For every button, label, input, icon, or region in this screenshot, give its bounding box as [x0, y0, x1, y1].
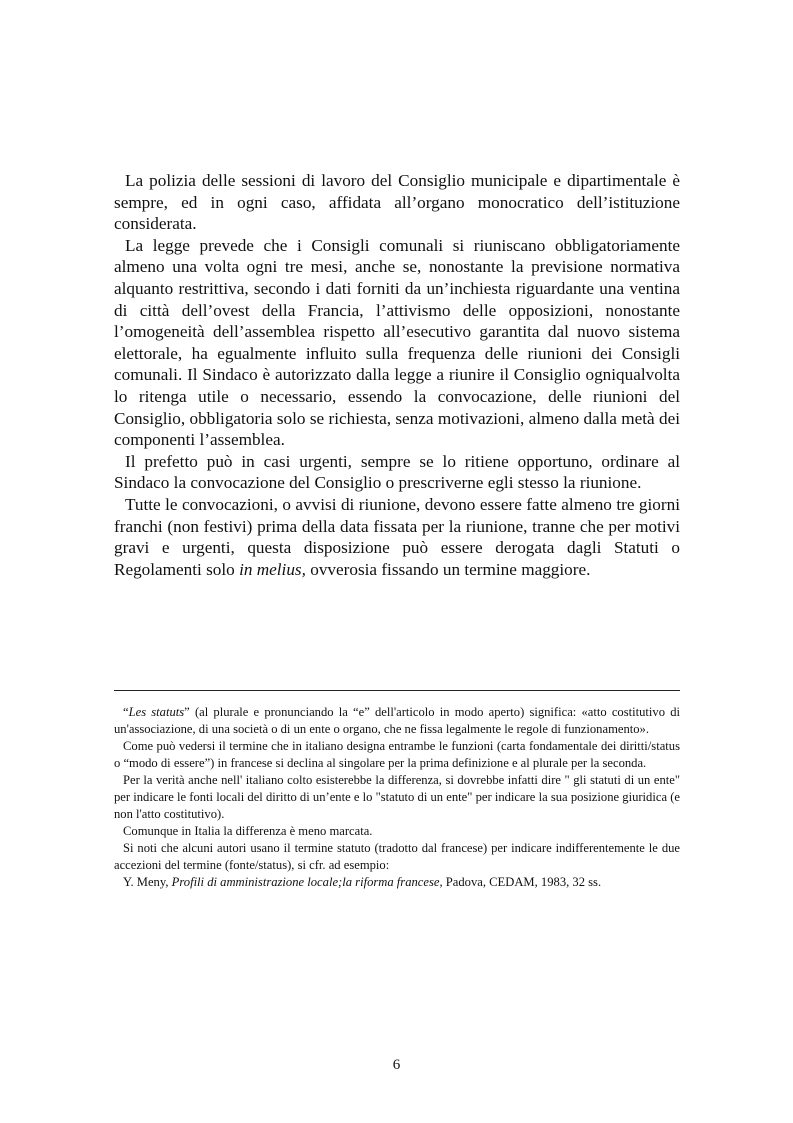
footnote-6-text-before: Y. Meny, [123, 875, 172, 889]
footnote-6-text-after: , Padova, CEDAM, 1983, 32 ss. [439, 875, 602, 889]
footnote-6-italic: Profili di amministrazione locale;la riforma francese [171, 875, 440, 889]
body-text [114, 170, 680, 580]
paragraph-4-text-after: ovverosia fissando un termine maggiore. [305, 559, 591, 579]
paragraph-4-italic: in melius, [239, 559, 306, 579]
page-number: 6 [392, 1057, 401, 1073]
footnote-5-text: Si noti che alcuni autori usano il termine statuto (tradotto dal francese) per indicare indifferentemente le due accezioni del termine (fonte/status), si cfr. ad esempio: [114, 841, 680, 872]
paragraph-2-text: La legge prevede che i Consigli comunali si riuniscano obbligatoriamente almeno una volta ogni tre mesi, anche se, nonostante la previsione normativa alquanto restrittiva, secondo i dati forniti da un’inchiesta riguardante una ventina di città dell’ovest della Francia, l’attivismo delle opposizioni, nonostante l’omogeneità dell’assemblea rispetto all’esecutivo garantita dal nuovo sistema elettorale, ha egualmente influito sulla frequenza delle riunioni dei Consigli comunali. Il Sindaco è autorizzato dalla legge a riunire il Consiglio ogniqualvolta lo ritenga utile o necessario, essendo la convocazione, delle riunioni del Consiglio, obbligatoria solo se richiesta, senza motivazioni, almeno dalla metà dei componenti l’assemblea. [114, 235, 680, 450]
footnote-6 [114, 874, 680, 891]
footnote-1-italic: Les statuts [128, 705, 185, 719]
paragraph-3-text: Il prefetto può in casi urgenti, sempre se lo ritiene opportuno, ordinare al Sindaco la convocazione del Consiglio o prescriverne egli stesso la riunione. [114, 451, 680, 493]
paragraph-2 [114, 235, 680, 451]
footnote-1-open-quote: “ [123, 705, 129, 719]
paragraph-3 [114, 451, 680, 494]
footnote-5 [114, 840, 680, 874]
footnote-3 [114, 772, 680, 823]
paragraph-1-text: La polizia delle sessioni di lavoro del Consiglio municipale e dipartimentale è sempre, ed in ogni caso, affidata all’organo monocratico dell’istituzione considerata. [114, 171, 680, 234]
footnote-2-text: Come può vedersi il termine che in italiano designa entrambe le funzioni (carta fondamentale dei diritti/status o “modo di essere”) in francese si declina al singolare per la prima definizione e al plurale per la seconda. [114, 739, 680, 770]
paragraph-1 [114, 170, 680, 235]
footnote-1 [114, 704, 680, 738]
footnotes [114, 704, 680, 891]
footnote-2 [114, 738, 680, 772]
footnote-1-text: ” (al plurale e pronunciando la “e” dell'articolo in modo aperto) significa: «atto costitutivo di un'associazione, di una società o di un ente o organo, che ne fissa legalmente le regole di funzionamento». [114, 705, 680, 736]
footnote-3-text: Per la verità anche nell' italiano colto esisterebbe la differenza, si dovrebbe infatti dire " gli statuti di un ente" per indicare le fonti locali del diritto di un’ente e lo "statuto di un ente" per indicare la sua posizione giuridica (e non l'atto costitutivo). [114, 773, 680, 821]
footnote-4 [114, 823, 680, 840]
footnote-separator [114, 690, 680, 691]
paragraph-4-text-before: Tutte le convocazioni, o avvisi di riunione, devono essere fatte almeno tre giorni franchi (non festivi) prima della data fissata per la riunione, tranne che per motivi gravi e urgenti, questa disposizione può essere derogata dagli Statuti o Regolamenti solo [114, 494, 680, 579]
paragraph-4 [114, 494, 680, 580]
footnote-4-text: Comunque in Italia la differenza è meno marcata. [123, 824, 373, 838]
